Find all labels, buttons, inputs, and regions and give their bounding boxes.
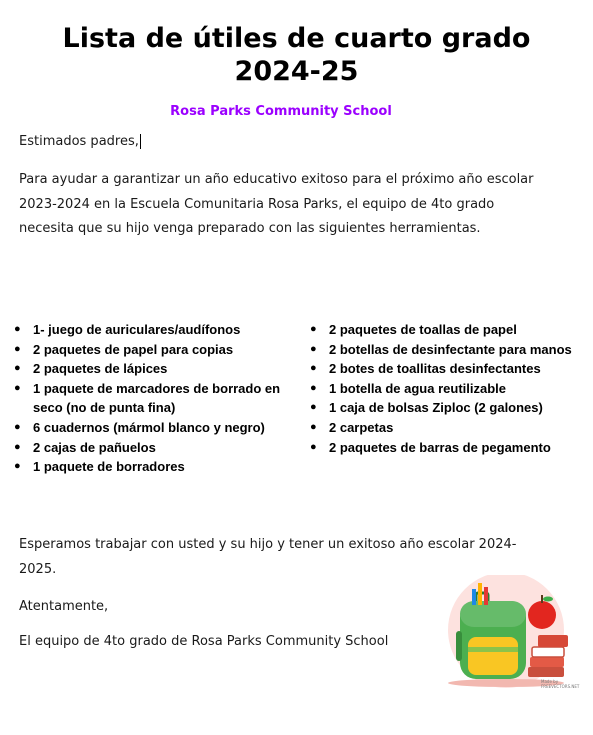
supply-item: ● 2 paquetes de toallas de papel <box>310 320 580 340</box>
greeting-text: Estimados padres, <box>19 134 139 149</box>
supplies-list-right <box>310 320 580 457</box>
supply-item: ● 2 carpetas <box>310 418 580 438</box>
supply-item: ● 1 paquete de marcadores de borrado en seco (no de punta fina) <box>14 379 304 418</box>
title-line-1: Lista de útiles de cuarto grado <box>62 23 531 54</box>
text-cursor <box>140 134 141 149</box>
intro-paragraph: Para ayudar a garantizar un año educativo exitoso para el próximo año escolar 2023-2024 en la Escuela Comunitaria Rosa Parks, el equipo de 4to grado necesita que su hijo venga preparado con las siguientes herramientas. <box>19 172 534 236</box>
page-title <box>0 22 593 88</box>
supply-item: ● 1- juego de auriculares/audífonos <box>14 320 304 340</box>
greeting[interactable] <box>19 130 539 155</box>
supply-item: ● 2 paquetes de barras de pegamento <box>310 438 580 458</box>
closing-paragraph: Esperamos trabajar con usted y su hijo y tener un exitoso año escolar 2024-2025. <box>19 537 517 577</box>
supply-item: ● 2 cajas de pañuelos <box>14 438 304 458</box>
supply-item: ● 1 caja de bolsas Ziploc (2 galones) <box>310 398 580 418</box>
title-line-2: 2024-25 <box>234 56 359 87</box>
supply-item: ● 1 botella de agua reutilizable <box>310 379 580 399</box>
supply-item: ● 2 botes de toallitas desinfectantes <box>310 359 580 379</box>
school-name: Rosa Parks Community School <box>170 104 392 119</box>
school-supplies-illustration <box>438 575 593 690</box>
signature: El equipo de 4to grado de Rosa Parks Community School <box>19 634 389 649</box>
signoff: Atentamente, <box>19 599 109 614</box>
supply-item: ● 2 paquetes de papel para copias <box>14 340 304 360</box>
image-credit: Made by FREEVECTORS.NET <box>541 679 580 689</box>
supply-item: ● 6 cuadernos (mármol blanco y negro) <box>14 418 304 438</box>
supply-item: ● 1 paquete de borradores <box>14 457 304 477</box>
supply-item: ● 2 paquetes de lápices <box>14 359 304 379</box>
supply-item: ● 2 botellas de desinfectante para manos <box>310 340 580 360</box>
supplies-list-left <box>14 320 304 477</box>
